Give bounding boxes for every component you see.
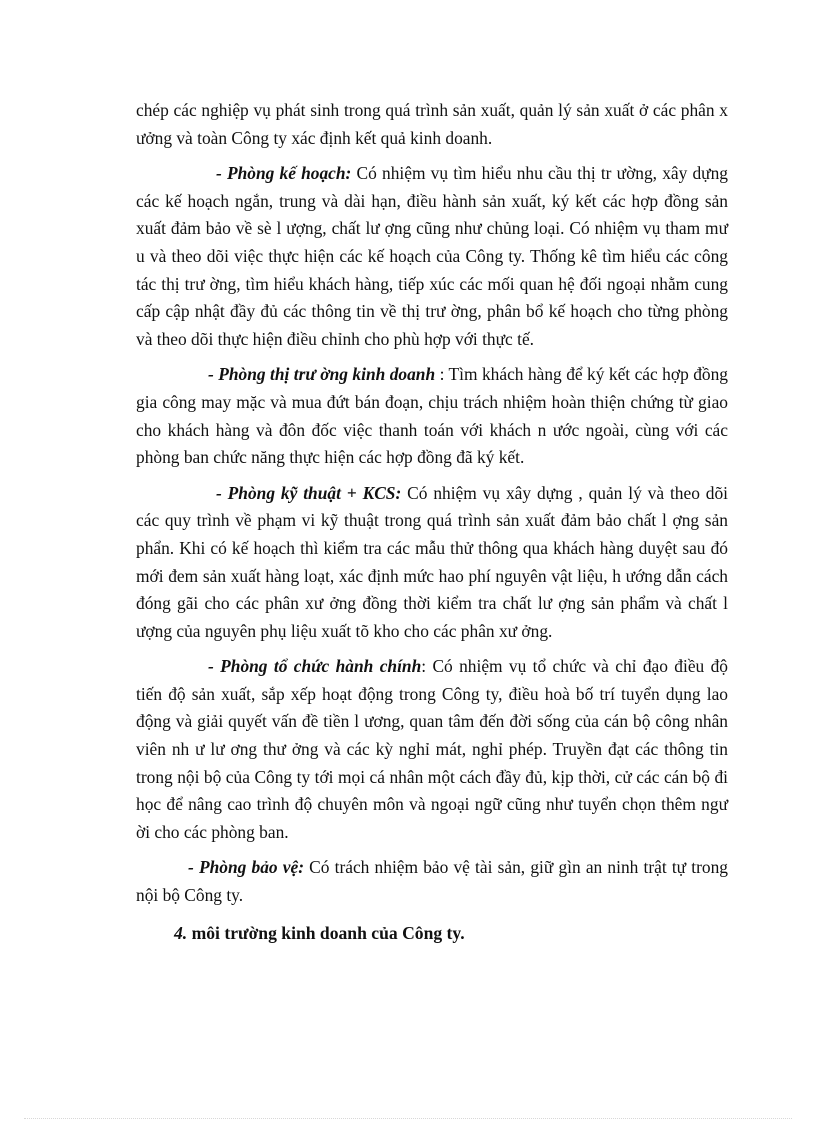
planning-department-heading: - Phòng kế hoạch:: [216, 163, 352, 184]
technical-kcs-department-heading: - Phòng kỹ thuật + KCS:: [216, 482, 402, 503]
paragraph-production-accounting: [136, 97, 728, 152]
paragraph-text: chép các nghiệp vụ phát sinh trong quá trình sản xuất, quản lý sản xuất ở các phân x ưởng và toàn Công ty xác định kết quả kinh doanh.: [136, 100, 728, 148]
paragraph-security-department: [136, 854, 728, 909]
body-text: [136, 97, 728, 947]
section-number: 4.: [174, 922, 188, 943]
footer-divider: [24, 1118, 792, 1119]
section-heading-business-environment: [174, 920, 728, 948]
paragraph-planning-department: [136, 160, 728, 353]
paragraph-text: Có nhiệm vụ tìm hiểu nhu cầu thị tr ường, xây dựng các kế hoạch ngắn, trung và dài hạn, điều hành sản xuất, ký kết các hợp đồng sản xuất đảm bảo về sè l ượng, chất lư ợng cũng như chủng loại. Có nhiệm vụ tham mư u và theo dõi việc thực hiện các kế hoạch của Công ty. Thống kê tìm hiểu các công tác thị trư ờng, tìm hiểu khách hàng, tiếp xúc các mối quan hệ đối ngoại nhằm cung cấp cập nhật đầy đủ các thông tin về thị trư ờng, phân bổ kế hoạch cho từng phòng và theo dõi thực hiện điều chỉnh cho phù hợp với thực tế.: [136, 163, 728, 349]
administration-department-heading: - Phòng tổ chức hành chính: [208, 656, 422, 677]
market-business-department-heading: - Phòng thị trư ờng kinh doanh: [208, 364, 436, 385]
paragraph-administration-department: [136, 653, 728, 846]
paragraph-text: : Tìm khách hàng để ký kết các hợp đồng gia công may mặc và mua đứt bán đoạn, chịu trách nhiệm hoàn thiện chứng từ giao cho khách hàng và đôn đốc việc thanh toán với khách n ước ngoài, cùng với các phòng ban chức năng thực hiện các hợp đồng đã ký kết.: [136, 364, 728, 468]
paragraph-market-business-department: [136, 361, 728, 471]
section-title: môi trường kinh doanh của Công ty.: [187, 922, 465, 943]
paragraph-text: Có trách nhiệm bảo vệ tài sản, giữ gìn an ninh trật tự trong nội bộ Công ty.: [136, 857, 728, 906]
paragraph-text: : Có nhiệm vụ tổ chức và chỉ đạo điều độ tiến độ sản xuất, sắp xếp hoạt động trong Công ty, điều hoà bố trí tuyển dụng lao động và giải quyết vấn đề tiền l ương, quan tâm đến đời sống của cán bộ công nhân viên nh ư lư ơng thư ởng và các kỳ nghỉ mát, nghỉ phép. Truyền đạt các thông tin trong nội bộ của Công ty tới mọi cá nhân một cách đầy đủ, kịp thời, cử các cán bộ đi học để nâng cao trình độ chuyên môn và ngoại ngữ cũng như tuyển chọn thêm ngư ời cho các phòng ban.: [136, 656, 728, 842]
paragraph-technical-kcs-department: [136, 480, 728, 646]
security-department-heading: - Phòng bảo vệ:: [188, 857, 304, 878]
paragraph-text: Có nhiệm vụ xây dựng , quản lý và theo dõi các quy trình về phạm vi kỹ thuật trong quá trình sản xuất đảm bảo chất l ợng sản phẩn. Khi có kế hoạch thì kiểm tra các mẫu thử thông qua khách hàng duyệt sau đó mới đem sản xuất hàng loạt, xác định mức hao phí nguyên vật liệu, h ướng dẫn cách đóng gãi cho các phân xư ởng đồng thời kiểm tra chất lư ợng sản phẩm và chất l ượng của nguyên phụ liệu xuất tõ kho cho các phân xư ởng.: [136, 482, 729, 641]
